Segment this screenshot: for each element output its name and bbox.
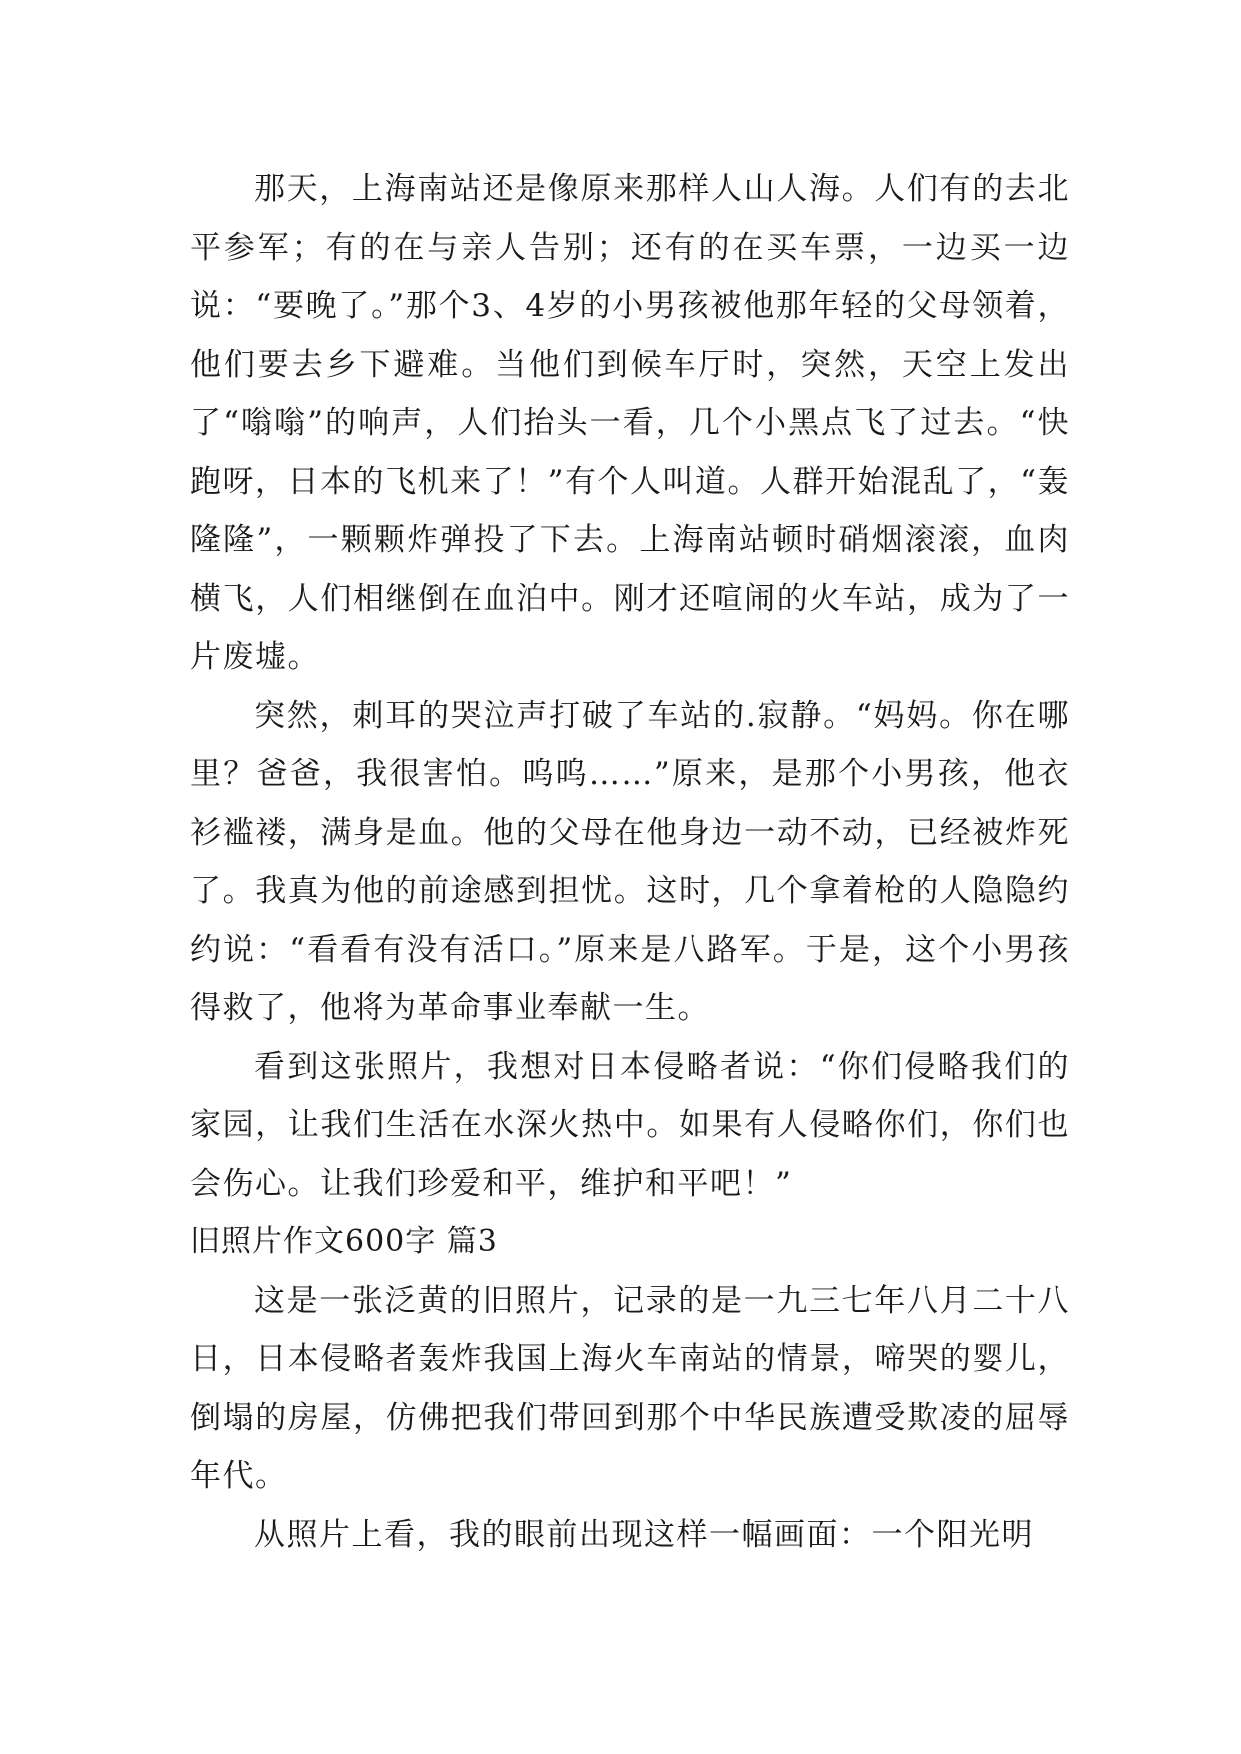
paragraph-old-photo-intro: 这是一张泛黄的旧照片，记录的是一九三七年八月二十八日，日本侵略者轰炸我国上海火车南站的情景，啼哭的婴儿，倒塌的房屋，仿佛把我们带回到那个中华民族遭受欺凌的屈辱年代。 — [190, 1282, 1070, 1494]
section-heading: 旧照片作文600字 篇3 — [190, 1224, 498, 1259]
paragraph-message-to-invaders: 看到这张照片，我想对日本侵略者说：“你们侵略我们的家园，让我们生活在水深火热中。如果有人侵略你们，你们也会伤心。让我们珍爱和平，维护和平吧！” — [190, 1048, 1070, 1202]
paragraph-photo-scene: 从照片上看，我的眼前出现这样一幅画面：一个阳光明 — [254, 1516, 1034, 1553]
paragraph-boy-rescued: 突然，刺耳的哭泣声打破了车站的.寂静。“妈妈。你在哪里？爸爸，我很害怕。呜呜……”原来，是那个小男孩，他衣衫褴褛，满身是血。他的父母在他身边一动不动，已经被炸死了。我真为他的前途感到担忧。这时，几个拿着枪的人隐隐约约说：“看看有没有活口。”原来是八路军。于是，这个小男孩得救了，他将为革命事业奉献一生。 — [190, 697, 1070, 1026]
document-page — [190, 160, 1070, 1564]
paragraph-bombing-scene: 那天，上海南站还是像原来那样人山人海。人们有的去北平参军；有的在与亲人告别；还有的在买车票，一边买一边说：“要晚了。”那个3、4岁的小男孩被他那年轻的父母领着，他们要去乡下避难。当他们到候车厅时，突然，天空上发出了“嗡嗡”的响声，人们抬头一看，几个小黑点飞了过去。“快跑呀，日本的飞机来了！”有个人叫道。人群开始混乱了，“轰隆隆”，一颗颗炸弹投了下去。上海南站顿时硝烟滚滚，血肉横飞，人们相继倒在血泊中。刚才还喧闹的火车站，成为了一片废墟。 — [190, 171, 1070, 675]
